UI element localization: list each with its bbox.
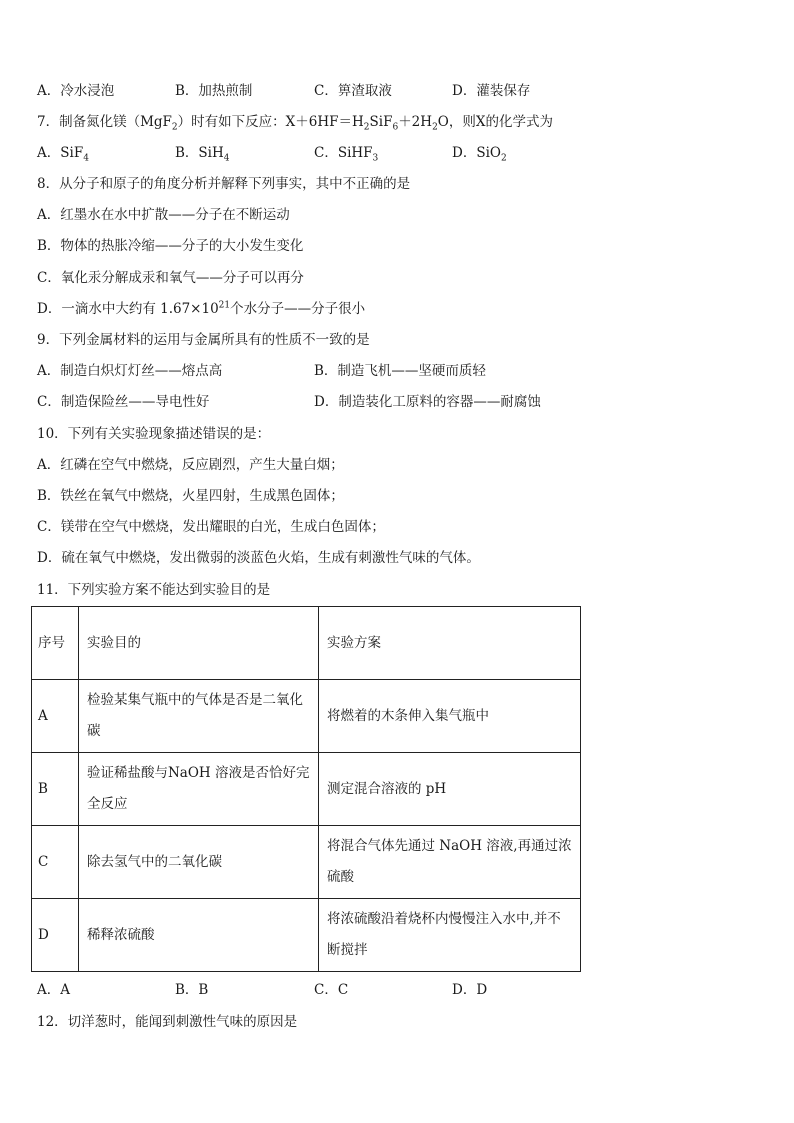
- q7-stem: 7．制备氮化镁（MgF$_2$）时有如下反应：$X+6HF=H_2SiF_6+2H_2O$，则X的化学式为: [37, 114, 553, 133]
- header-cell-id: 序号: [32, 607, 79, 680]
- row-id: D: [32, 899, 79, 972]
- q8-option-a: A．红墨水在水中扩散——分子在不断运动: [37, 207, 290, 223]
- q7-option-b: B．SiH$_4$: [175, 145, 230, 164]
- q9-option-b: B．制造飞机——坚硬而质轻: [314, 363, 486, 379]
- q9-option-c: C．制造保险丝——导电性好: [37, 394, 210, 410]
- table-row: [32, 826, 581, 899]
- row-plan: 测定混合溶液的 pH: [319, 753, 581, 826]
- table-row: [32, 899, 581, 972]
- row-goal: 除去氢气中的二氧化碳: [79, 826, 319, 899]
- q7-option-a: A．SiF$_4$: [37, 145, 89, 164]
- row-goal: 检验某集气瓶中的气体是否是二氧化碳: [79, 680, 319, 753]
- q6-option-c: C．箅渣取液: [314, 83, 392, 99]
- q12-stem: 12．切洋葱时，能闻到刺激性气味的原因是: [37, 1014, 298, 1030]
- q7-option-c: C．SiHF$_3$: [314, 145, 379, 164]
- row-plan: 将燃着的木条伸入集气瓶中: [319, 680, 581, 753]
- row-id: C: [32, 826, 79, 899]
- q10-stem: 10．下列有关实验现象描述错误的是：: [37, 426, 271, 442]
- q11-option-c: C．C: [314, 982, 349, 998]
- row-plan: 将浓硫酸沿着烧杯内慢慢注入水中,并不断搅拌: [319, 899, 581, 972]
- q11-option-b: B．B: [175, 982, 209, 998]
- row-id: A: [32, 680, 79, 753]
- q9-stem: 9．下列金属材料的运用与金属所具有的性质不一致的是: [37, 332, 370, 348]
- q8-option-c: C．氧化汞分解成汞和氧气——分子可以再分: [37, 270, 304, 286]
- q10-option-c: C．镁带在空气中燃烧，发出耀眼的白光，生成白色固体；: [37, 519, 385, 535]
- q8-stem: 8．从分子和原子的角度分析并解释下列事实，其中不正确的是: [37, 176, 411, 192]
- row-plan: 将混合气体先通过 NaOH 溶液,再通过浓硫酸: [319, 826, 581, 899]
- q6-option-b: B．加热煎制: [175, 83, 253, 99]
- q7-option-d: D．SiO$_2$: [452, 145, 507, 164]
- table-row: [32, 680, 581, 753]
- q6-option-a: A．冷水浸泡: [37, 83, 115, 99]
- header-cell-plan: 实验方案: [319, 607, 581, 680]
- q8-option-b: B．物体的热胀冷缩——分子的大小发生变化: [37, 238, 304, 254]
- header-cell-goal: 实验目的: [79, 607, 319, 680]
- q10-option-a: A．红磷在空气中燃烧，反应剧烈，产生大量白烟；: [37, 457, 344, 473]
- row-goal: 验证稀盐酸与NaOH 溶液是否恰好完全反应: [79, 753, 319, 826]
- table-header-row: [32, 607, 581, 680]
- q11-stem: 11．下列实验方案不能达到实验目的是: [37, 582, 271, 598]
- row-goal: 稀释浓硫酸: [79, 899, 319, 972]
- q8-option-d: D．一滴水中大约有 $1.67\times 10^{21}$个水分子——分子很小: [37, 300, 366, 317]
- q11-option-a: A．A: [37, 982, 70, 998]
- row-id: B: [32, 753, 79, 826]
- experiment-table: [31, 606, 581, 972]
- q6-option-d: D．灌装保存: [452, 83, 531, 99]
- q11-option-d: D．D: [452, 982, 488, 998]
- table-row: [32, 753, 581, 826]
- q9-option-a: A．制造白炽灯灯丝——熔点高: [37, 363, 223, 379]
- q9-option-d: D．制造装化工原料的容器——耐腐蚀: [314, 394, 541, 410]
- q10-option-b: B．铁丝在氧气中燃烧，火星四射，生成黑色固体；: [37, 488, 344, 504]
- q10-option-d: D．硫在氧气中燃烧，发出微弱的淡蓝色火焰，生成有刺激性气味的气体。: [37, 550, 480, 566]
